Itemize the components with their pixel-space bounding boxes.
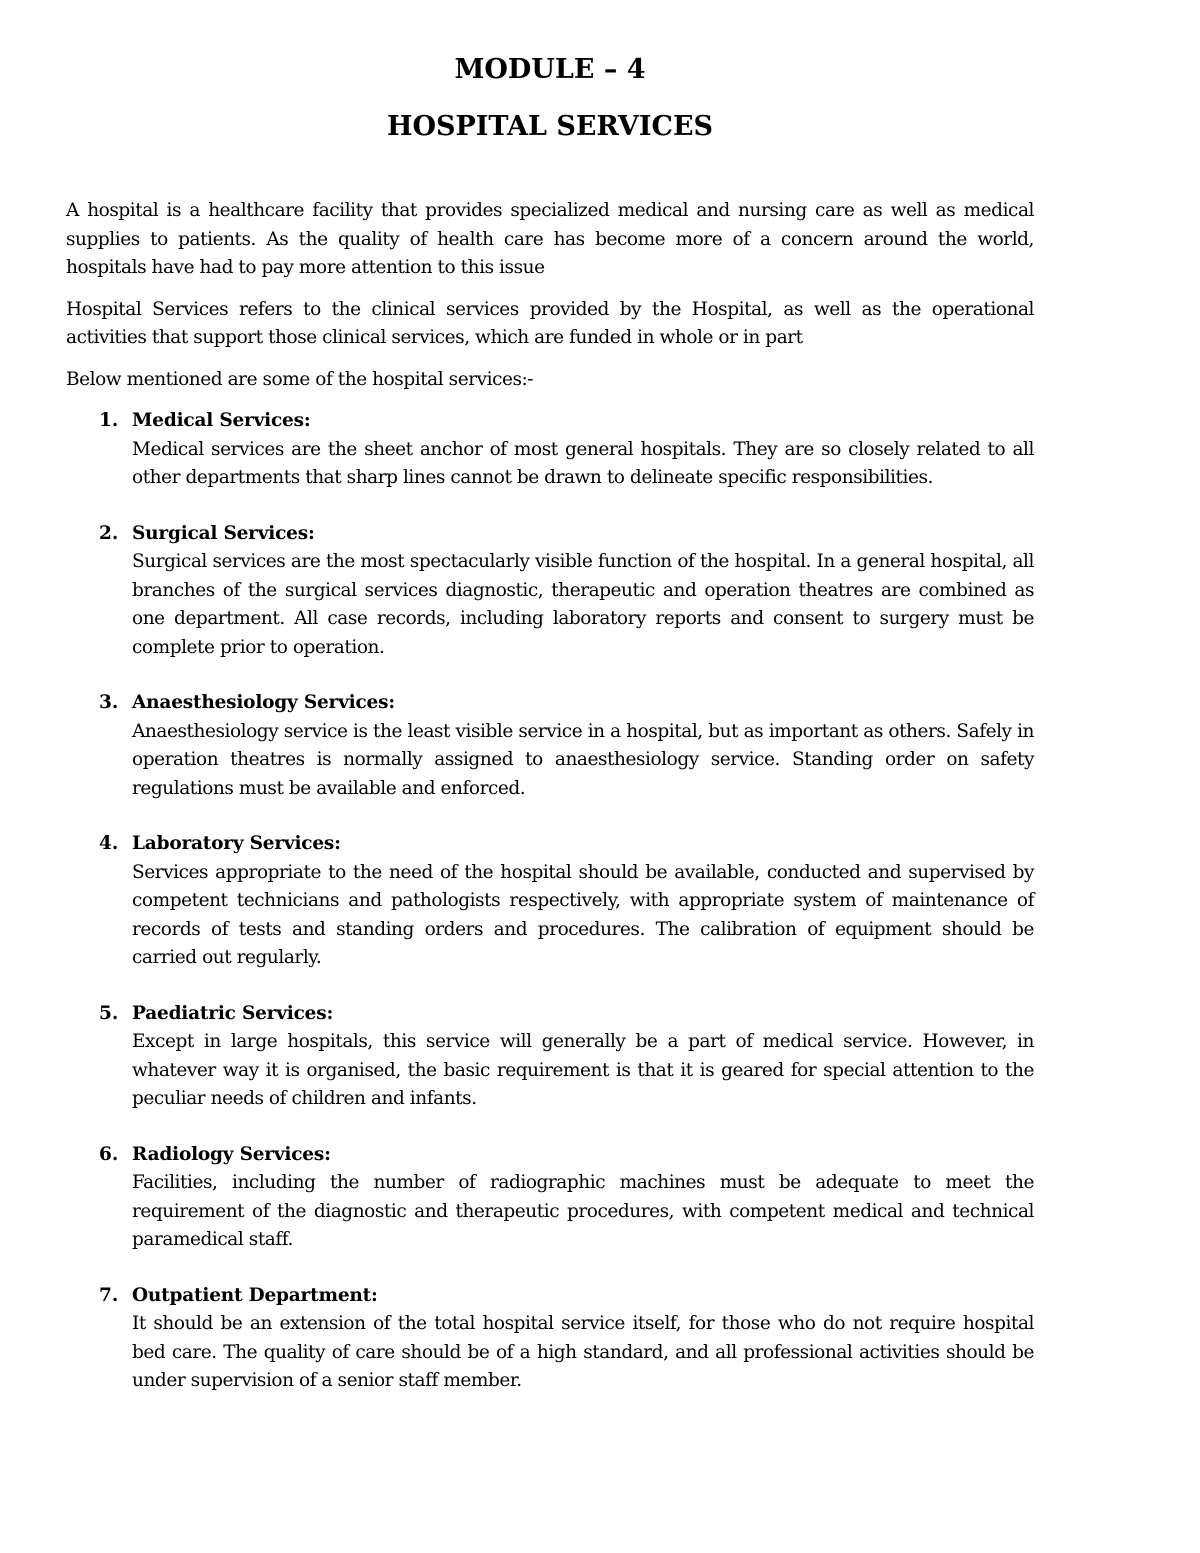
list-item-anaesthesiology-services	[66, 689, 1034, 803]
list-item-number: 2.	[99, 522, 119, 544]
list-item-body: Anaesthesiology service is the least visible service in a hospital, but as important as others. Safely in operation theatres is normally assigned to anaesthesiology service. Standing order on safety regulations must be available and enforced.	[132, 720, 1034, 799]
services-list	[66, 407, 1034, 1396]
list-item-number: 6.	[99, 1143, 119, 1165]
list-item-heading: Radiology Services:	[132, 1143, 331, 1165]
list-item-heading: Anaesthesiology Services:	[132, 692, 395, 713]
list-item-body: Except in large hospitals, this service will generally be a part of medical service. However, in whatever way it is organised, the basic requirement is that it is geared for special attention to the peculiar needs of children and infants.	[132, 1031, 1034, 1109]
list-item-number: 5.	[99, 1002, 119, 1024]
list-item-paediatric-services	[66, 1000, 1034, 1114]
list-intro-paragraph: Below mentioned are some of the hospital services:-	[66, 368, 534, 390]
list-item-laboratory-services	[66, 830, 1034, 973]
module-heading: MODULE – 4	[454, 54, 646, 85]
list-item-heading: Outpatient Department:	[132, 1284, 378, 1306]
list-item-number: 3.	[99, 692, 119, 713]
list-item-body: Facilities, including the number of radiographic machines must be adequate to meet the requirement of the diagnostic and therapeutic procedures, with competent medical and technical paramedical staff.	[132, 1172, 1034, 1250]
list-item-surgical-services	[66, 520, 1034, 663]
list-item-body: It should be an extension of the total hospital service itself, for those who do not require hospital bed care. The quality of care should be of a high standard, and all professional activities should be under supervision of a senior staff member.	[132, 1313, 1034, 1391]
list-item-body: Medical services are the sheet anchor of most general hospitals. They are so closely related to all other departments that sharp lines cannot be drawn to delineate specific responsibilities.	[132, 438, 1034, 488]
intro-paragraph: A hospital is a healthcare facility that provides specialized medical and nursing care as well as medical supplies to patients. As the quality of health care has become more of a concern around the world, hospitals have had to pay more attention to this issue	[66, 200, 1034, 278]
document-page	[66, 52, 1034, 1423]
page-title: HOSPITAL SERVICES	[386, 111, 714, 142]
list-item-number: 1.	[99, 410, 119, 431]
list-item-heading: Laboratory Services:	[132, 833, 341, 854]
definition-paragraph: Hospital Services refers to the clinical services provided by the Hospital, as well as the operational activities that support those clinical services, which are funded in whole or in part	[66, 298, 1034, 348]
list-item-number: 4.	[99, 833, 119, 854]
list-item-heading: Paediatric Services:	[132, 1002, 334, 1024]
list-item-number: 7.	[99, 1284, 119, 1306]
list-item-medical-services	[66, 407, 1034, 493]
list-item-heading: Surgical Services:	[132, 522, 315, 544]
list-item-heading: Medical Services:	[132, 410, 311, 431]
list-item-radiology-services	[66, 1141, 1034, 1255]
list-item-body: Services appropriate to the need of the hospital should be available, conducted and supervised by competent technicians and pathologists respectively, with appropriate system of maintenance of records of tests and standing orders and procedures. The calibration of equipment should be carried out regularly.	[132, 861, 1034, 968]
list-item-body: Surgical services are the most spectacularly visible function of the hospital. In a general hospital, all branches of the surgical services diagnostic, therapeutic and operation theatres are combined as one department. All case records, including laboratory reports and consent to surgery must be complete prior to operation.	[132, 551, 1034, 658]
list-item-outpatient-department	[66, 1282, 1034, 1396]
